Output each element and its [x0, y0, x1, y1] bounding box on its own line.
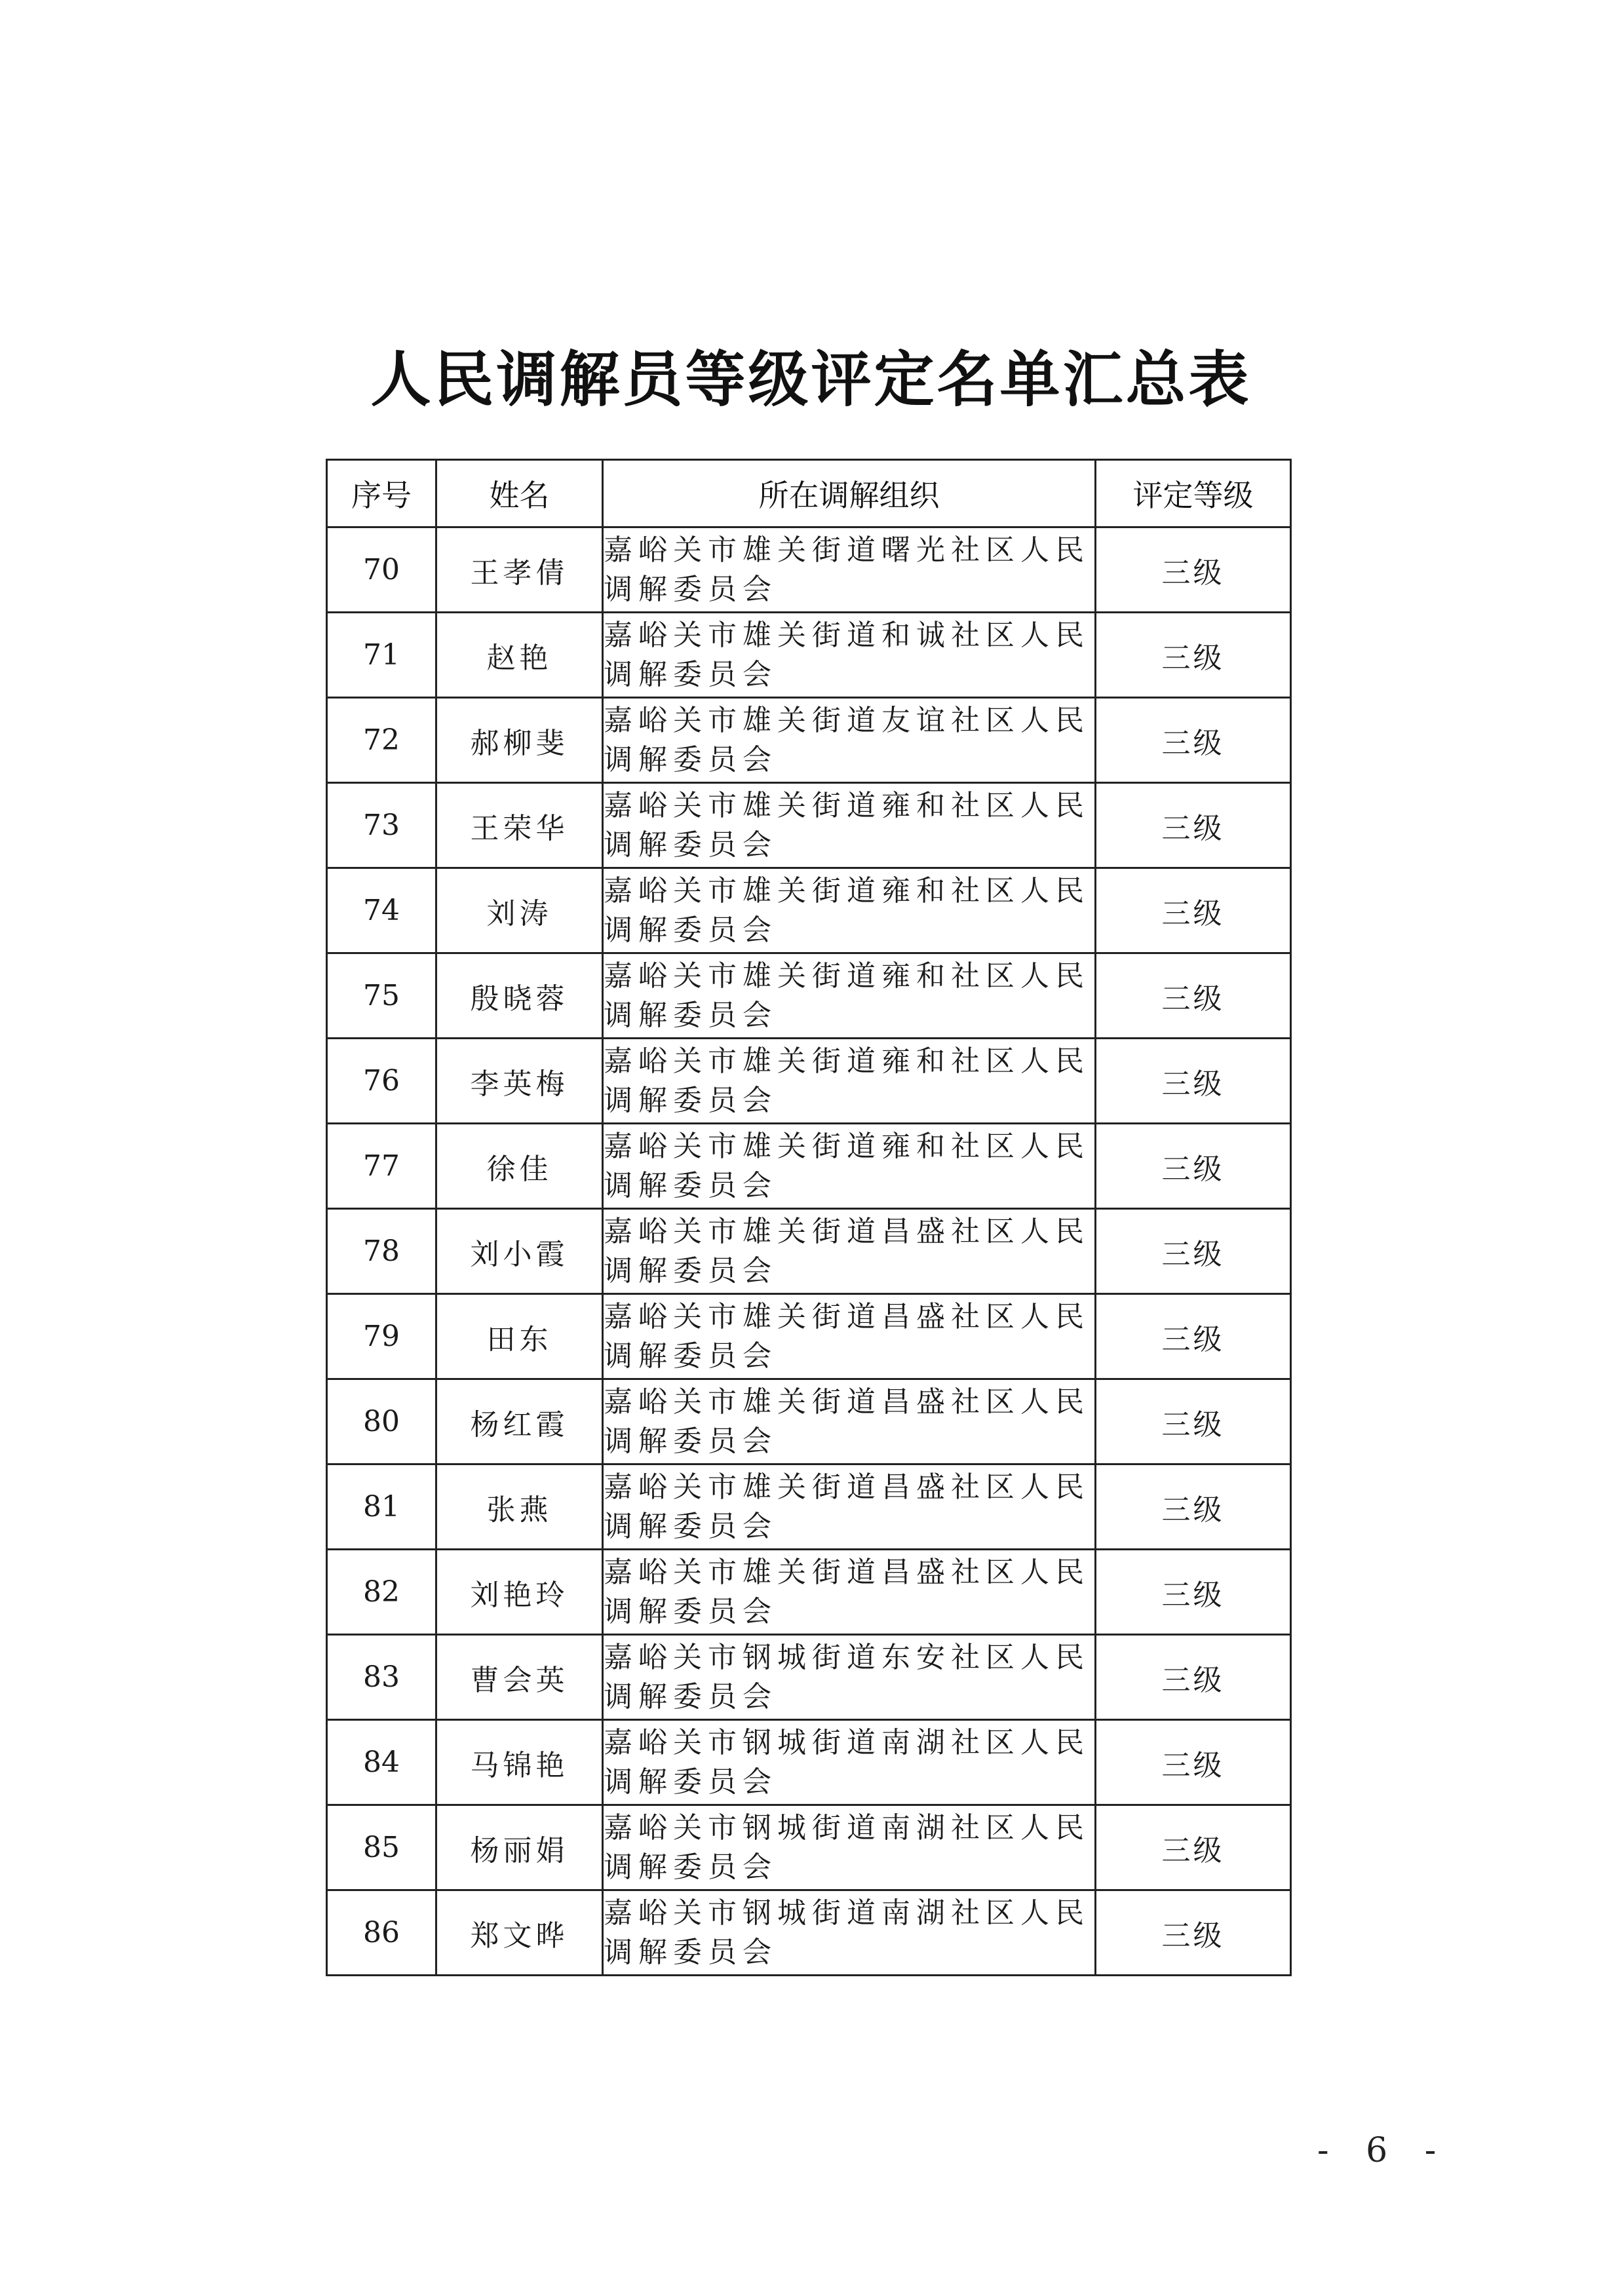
cell-serial-number: 76 [327, 1039, 436, 1124]
cell-serial-number: 85 [327, 1805, 436, 1890]
cell-name: 郝柳斐 [436, 698, 603, 783]
cell-name: 王孝倩 [436, 527, 603, 613]
cell-organization: 嘉峪关市雄关街道雍和社区人民调解委员会 [603, 868, 1096, 953]
cell-name: 刘小霞 [436, 1209, 603, 1294]
cell-organization: 嘉峪关市雄关街道昌盛社区人民调解委员会 [603, 1550, 1096, 1635]
cell-organization: 嘉峪关市雄关街道和诚社区人民调解委员会 [603, 613, 1096, 698]
cell-serial-number: 72 [327, 698, 436, 783]
cell-serial-number: 73 [327, 783, 436, 868]
cell-name: 殷晓蓉 [436, 953, 603, 1039]
header-rating-level: 评定等级 [1096, 460, 1291, 527]
cell-organization: 嘉峪关市钢城街道南湖社区人民调解委员会 [603, 1805, 1096, 1890]
cell-name: 马锦艳 [436, 1720, 603, 1805]
cell-rating-level: 三级 [1096, 1039, 1291, 1124]
cell-name: 王荣华 [436, 783, 603, 868]
cell-rating-level: 三级 [1096, 1209, 1291, 1294]
cell-organization: 嘉峪关市雄关街道昌盛社区人民调解委员会 [603, 1209, 1096, 1294]
cell-organization: 嘉峪关市钢城街道南湖社区人民调解委员会 [603, 1720, 1096, 1805]
cell-rating-level: 三级 [1096, 1550, 1291, 1635]
cell-name: 郑文晔 [436, 1890, 603, 1976]
cell-organization: 嘉峪关市钢城街道南湖社区人民调解委员会 [603, 1890, 1096, 1976]
cell-serial-number: 82 [327, 1550, 436, 1635]
cell-name: 赵艳 [436, 613, 603, 698]
cell-rating-level: 三级 [1096, 783, 1291, 868]
header-organization: 所在调解组织 [603, 460, 1096, 527]
cell-name: 田东 [436, 1294, 603, 1379]
table-row [327, 1720, 1291, 1805]
cell-organization: 嘉峪关市雄关街道昌盛社区人民调解委员会 [603, 1294, 1096, 1379]
table-row [327, 1464, 1291, 1550]
table-row [327, 1550, 1291, 1635]
cell-serial-number: 78 [327, 1209, 436, 1294]
table-row [327, 1294, 1291, 1379]
cell-name: 刘艳玲 [436, 1550, 603, 1635]
cell-organization: 嘉峪关市雄关街道雍和社区人民调解委员会 [603, 783, 1096, 868]
cell-rating-level: 三级 [1096, 1890, 1291, 1976]
cell-organization: 嘉峪关市雄关街道雍和社区人民调解委员会 [603, 953, 1096, 1039]
cell-rating-level: 三级 [1096, 1635, 1291, 1720]
table-row [327, 953, 1291, 1039]
cell-serial-number: 71 [327, 613, 436, 698]
cell-rating-level: 三级 [1096, 1124, 1291, 1209]
cell-rating-level: 三级 [1096, 698, 1291, 783]
cell-serial-number: 81 [327, 1464, 436, 1550]
cell-organization: 嘉峪关市雄关街道雍和社区人民调解委员会 [603, 1124, 1096, 1209]
cell-name: 杨丽娟 [436, 1805, 603, 1890]
cell-serial-number: 86 [327, 1890, 436, 1976]
table-row [327, 1209, 1291, 1294]
header-name: 姓名 [436, 460, 603, 527]
cell-organization: 嘉峪关市雄关街道友谊社区人民调解委员会 [603, 698, 1096, 783]
cell-serial-number: 79 [327, 1294, 436, 1379]
cell-rating-level: 三级 [1096, 613, 1291, 698]
cell-serial-number: 74 [327, 868, 436, 953]
cell-rating-level: 三级 [1096, 868, 1291, 953]
table-row [327, 1124, 1291, 1209]
cell-name: 刘涛 [436, 868, 603, 953]
table-row [327, 1890, 1291, 1976]
mediator-roster-table [326, 459, 1292, 1976]
cell-serial-number: 75 [327, 953, 436, 1039]
cell-organization: 嘉峪关市钢城街道东安社区人民调解委员会 [603, 1635, 1096, 1720]
page-title: 人民调解员等级评定名单汇总表 [370, 345, 1252, 415]
cell-serial-number: 77 [327, 1124, 436, 1209]
cell-rating-level: 三级 [1096, 1464, 1291, 1550]
table-row [327, 613, 1291, 698]
table-row [327, 1039, 1291, 1124]
cell-serial-number: 80 [327, 1379, 436, 1464]
cell-rating-level: 三级 [1096, 1294, 1291, 1379]
table-row [327, 1379, 1291, 1464]
cell-rating-level: 三级 [1096, 1379, 1291, 1464]
cell-serial-number: 70 [327, 527, 436, 613]
page-number: - 6 - [1317, 2131, 1450, 2170]
table-row [327, 1805, 1291, 1890]
cell-rating-level: 三级 [1096, 1720, 1291, 1805]
header-serial-number: 序号 [327, 460, 436, 527]
cell-name: 曹会英 [436, 1635, 603, 1720]
cell-name: 李英梅 [436, 1039, 603, 1124]
cell-organization: 嘉峪关市雄关街道昌盛社区人民调解委员会 [603, 1379, 1096, 1464]
cell-organization: 嘉峪关市雄关街道昌盛社区人民调解委员会 [603, 1464, 1096, 1550]
cell-name: 张燕 [436, 1464, 603, 1550]
cell-serial-number: 84 [327, 1720, 436, 1805]
table-row [327, 527, 1291, 613]
cell-organization: 嘉峪关市雄关街道雍和社区人民调解委员会 [603, 1039, 1096, 1124]
cell-rating-level: 三级 [1096, 1805, 1291, 1890]
cell-name: 徐佳 [436, 1124, 603, 1209]
cell-name: 杨红霞 [436, 1379, 603, 1464]
cell-serial-number: 83 [327, 1635, 436, 1720]
cell-rating-level: 三级 [1096, 527, 1291, 613]
table-row [327, 868, 1291, 953]
cell-rating-level: 三级 [1096, 953, 1291, 1039]
table-row [327, 698, 1291, 783]
cell-organization: 嘉峪关市雄关街道曙光社区人民调解委员会 [603, 527, 1096, 613]
table-header-row [327, 460, 1291, 527]
table-body [327, 527, 1291, 1976]
table-row [327, 783, 1291, 868]
table-row [327, 1635, 1291, 1720]
